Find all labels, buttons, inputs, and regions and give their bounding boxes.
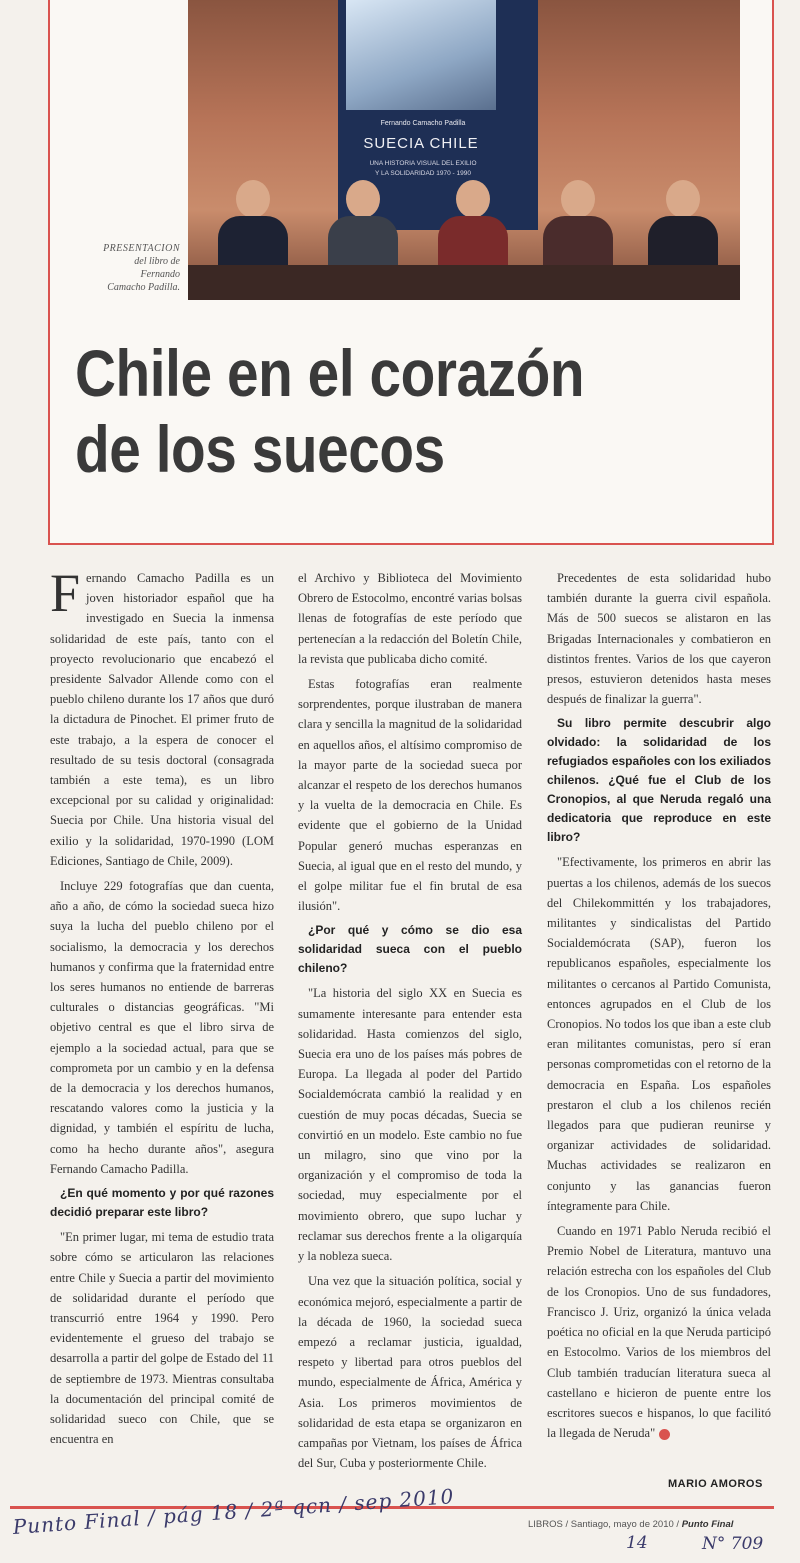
paragraph: el Archivo y Biblioteca del Movimiento Obrero de Estocolmo, encontré varias bolsas llenas de fotografías de este período que pertenecían a la redacción del Boletín Chile, la revista que publicaba dicho comité. xyxy=(298,571,522,666)
paragraph: "En primer lugar, mi tema de estudio trata sobre cómo se articularon las relaciones entre Chile y Suecia a partir del movimiento de solidaridad durante el período que transcurrió entre 1964 y 1990. Pero evidentemente el grueso del trabajo se desarrolla a partir del golpe de Estado del 11 de septiembre de 1973. Mientras consultaba la documentación del principal comité de solidaridad sueco con Chile, que se encuentra en xyxy=(50,1230,274,1447)
end-mark-icon xyxy=(659,1429,670,1440)
paragraph: Cuando en 1971 Pablo Neruda recibió el Premio Nobel de Literatura, mantuvo una relación estrecha con los españoles del Club de los Cronopios. Uno de sus fundadores, Francisco J. Uriz, organizó la única velada poética no oficial en la que Neruda participó en Estocolmo. Varios de los miembros del Club también traducían literatura sueca al castellano e hicieron de puente entre los escritores suecos e hispanos, lo que facilitó la llegada de Neruda" xyxy=(547,1224,771,1441)
paragraph: Fernando Camacho Padilla es un joven historiador español que ha investigado en Suecia la inmensa solidaridad de este país, tanto con el proyecto revolucionario que encabezó el presidente Salvador Allende como con el pueblo chileno durante los 17 años que duró la dictadura de Pinochet. El primer fruto de este trabajo, a la espera de conocer el resultado de su tesis doctoral (consagrada también a este tema), es un libro excepcional por su calidad y originalidad: Suecia por Chile. Una historia visual del exilio y la solidaridad, 1970-1990 (LOM Ediciones, Santiago de Chile, 2009). xyxy=(50,563,274,868)
panel-table xyxy=(188,265,740,300)
footer-section: LIBROS / Santiago, mayo de 2010 / xyxy=(528,1519,680,1530)
screen-image xyxy=(346,0,496,110)
article-column-3 xyxy=(547,568,771,1448)
screen-line-2: Y LA SOLIDARIDAD 1970 - 1990 xyxy=(375,170,471,177)
interview-question: ¿En qué momento y por qué razones decidió preparar este libro? xyxy=(50,1186,274,1220)
caption-line-2: del libro de xyxy=(134,256,180,267)
drop-cap: F xyxy=(50,563,81,623)
headline-line-2: de los suecos xyxy=(75,412,445,486)
screen-subtitle: Fernando Camacho Padilla xyxy=(380,120,466,127)
paragraph: "Efectivamente, los primeros en abrir las puertas a los chilenos, además de los suecos del Chilekommittén y los trabajadores, militantes y sindicalistas del Partido Socialdemócrata (SAP), fueron los republicanos españoles, especialmente los militantes o cercanos al Partido Comunista, entonces agrupados en el Club de los Cronopios. No todos los que iban a este club eran militantes comunistas, pero sí eran personas comprometidas con el retorno de la democracia en España. Los españoles prestaron el club a los chilenos recién llegados para que pudieran reunirse y organizar actividades de solidaridad. Muchas actividades se realizaron en conjunto y las ganancias fueron íntegramente para Chile. xyxy=(547,855,771,1213)
screen-title: SUECIA CHILE xyxy=(363,135,479,152)
interview-question: ¿Por qué y cómo se dio esa solidaridad sueca con el pueblo chileno? xyxy=(298,923,522,976)
screen-line-1: UNA HISTORIA VISUAL DEL EXILIO xyxy=(369,160,477,167)
paragraph: "La historia del siglo XX en Suecia es sumamente interesante para entender esta solidaridad. Hasta comienzos del siglo, Suecia era uno de los países más pobres de Europa. La llegada al poder del Partido Socialdemócrata cambió la realidad y en cuestión de muy pocas décadas, Suecia se convirtió en un modelo. Este cambio no fue un milagro, sino que vino por la organización y el compromiso de toda la sociedad, muy especialmente por el movimiento obrero, que supo luchar y reclamar sus derechos frente a la oligarquía y la nobleza sueca. xyxy=(298,986,522,1264)
handwritten-page-number: 14 xyxy=(626,1533,648,1553)
author-byline: MARIO AMOROS xyxy=(668,1478,763,1490)
caption-line-1: PRESENTACION xyxy=(103,243,180,254)
article-column-2 xyxy=(298,568,522,1478)
footer-brand: Punto Final xyxy=(681,1519,734,1530)
footer-meta xyxy=(528,1519,733,1530)
paragraph: Incluye 229 fotografías que dan cuenta, año a año, de cómo la sociedad sueca hizo suya la lucha del pueblo chileno por el socialismo, la democracia y los derechos humanos y confirma que la fraternidad entre los seres humanos no entiende de barreras culturales o distancias geográficas. "Mi objetivo central es que el libro sirva de ejemplo a la sociedad actual, para que se comprometa por un cambio y en la defensa de la democracia y los derechos humanos, rescatando valores como la justicia y la dignidad, y también el espíritu de lucha, como ha hecho durante años", asegura Fernando Camacho Padilla. xyxy=(50,879,274,1176)
caption-line-4: Camacho Padilla. xyxy=(107,282,180,293)
paragraph: Estas fotografías eran realmente sorprendentes, porque ilustraban de manera clara y sencilla la magnitud de la solidaridad en aquellos años, el altísimo compromiso de la mayor parte de la sociedad sueca por alcanzar el respeto de los derechos humanos y la vuelta de la democracia en Chile. Es evidente que el gobierno de la Unidad Popular generó muchas esperanzas en Suecia, al igual que en el resto del mundo, y el golpe militar fue el fin brutal de esa ilusión". xyxy=(298,677,522,914)
headline-line-1: Chile en el corazón xyxy=(75,336,585,410)
photo-caption xyxy=(60,242,180,294)
presentation-photo xyxy=(188,0,740,300)
caption-line-3: Fernando xyxy=(140,269,180,280)
interview-question: Su libro permite descubrir algo olvidado: la solidaridad de los refugiados españoles con los exiliados chilenos. ¿Qué fue el Club de los Cronopios, al que Neruda regaló una dedicatoria que reproduce en este libro? xyxy=(547,716,771,845)
handwritten-note: Punto Final / pág 18 / 2ª qcn / sep 2010 xyxy=(12,1484,456,1539)
paragraph: Una vez que la situación política, social y económica mejoró, especialmente a partir de la década de 1960, la sociedad sueca empezó a reclamar justicia, igualdad, respeto y libertad para otros pueblos del mundo, especialmente de África, América y Asia. Los primeros movimientos de solidaridad de esta etapa se organizaron en campañas por Vietnam, los países de África del Sur, Cuba y posteriormente Chile. xyxy=(298,1274,522,1471)
paragraph: Precedentes de esta solidaridad hubo también durante la guerra civil española. Más de 500 suecos se alistaron en las Brigadas Internacionales y combatieron en distintos frentes. Varios de los que cayeron presos, estuvieron detenidos hasta meses después de finalizar la guerra". xyxy=(547,571,771,707)
handwritten-issue-number: N° 709 xyxy=(702,1534,764,1554)
article-headline xyxy=(75,335,668,487)
article-column-1 xyxy=(50,563,274,1454)
